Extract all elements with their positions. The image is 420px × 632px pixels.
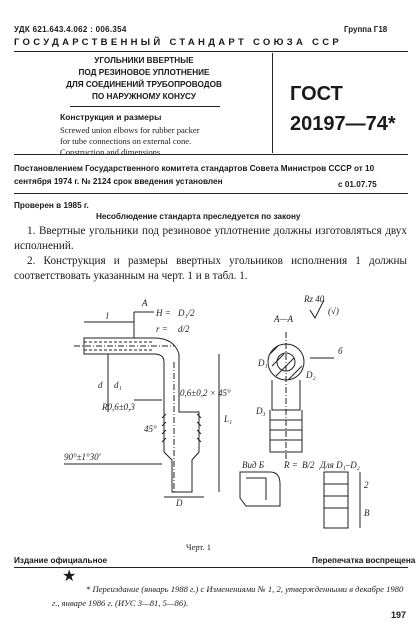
title-bottom-rule bbox=[14, 154, 408, 155]
label-roughness-symbol: (√) bbox=[328, 306, 339, 316]
reprint-prohibited: Перепечатка воспрещена bbox=[312, 556, 416, 565]
paragraph-2: 2. Конструкция и размеры ввертных угольников исполнения 1 должны соответствовать указанным на черт. 1 и в табл. 1. bbox=[14, 255, 407, 282]
title-en-line-1: Screwed union elbows for rubber packer bbox=[60, 125, 200, 135]
paragraph-1: 1. Ввертные угольники под резиновое уплотнение должны изготовляться двух исполнений. bbox=[14, 225, 407, 252]
label-view-a: А bbox=[142, 298, 148, 308]
label-d3: D₁ bbox=[258, 358, 268, 368]
label-view-b: Вид Б bbox=[242, 460, 265, 470]
figure-caption: Черт. 1 bbox=[186, 542, 212, 552]
decree-rule bbox=[14, 193, 408, 194]
state-standard-heading: ГОСУДАРСТВЕННЫЙ СТАНДАРТ СОЮЗА ССР bbox=[14, 37, 343, 48]
label-r: r = bbox=[156, 324, 168, 334]
label-angle-45: 45° bbox=[144, 424, 157, 434]
reissue-note: * Переиздание (январь 1988 г.) с Изменениями № 1, 2, утвержденными в декабре 1980 г., январе 1986 г. (ИУС 3—81, 5—86). bbox=[52, 584, 404, 608]
title-ru-line-2: ПОД РЕЗИНОВОЕ УПЛОТНЕНИЕ bbox=[78, 68, 210, 77]
header-rule bbox=[14, 51, 408, 52]
title-ru-line-4: ПО НАРУЖНОМУ КОНУСУ bbox=[92, 92, 196, 101]
official-edition: Издание официальное bbox=[14, 556, 108, 565]
technical-drawing bbox=[14, 292, 406, 542]
label-dim-l: l bbox=[106, 311, 109, 321]
label-b: б bbox=[338, 346, 343, 356]
label-d: d bbox=[98, 380, 103, 390]
title-separator bbox=[272, 53, 273, 153]
star-icon: ★ bbox=[62, 568, 77, 585]
label-d5: D₂ bbox=[306, 370, 316, 380]
detail-outline bbox=[324, 472, 348, 528]
label-l1: L₁ bbox=[224, 414, 233, 424]
label-d6: D₃ bbox=[256, 406, 266, 416]
decree-text: Постановлением Государственного комитета стандартов Совета Министров СССР от 10 сентября 1974 г. № 2124 срок введения установлен bbox=[14, 164, 375, 186]
title-en-line-3: Construction and dimensions bbox=[60, 146, 161, 157]
label-section-aa: А—А bbox=[274, 314, 293, 324]
gost-number bbox=[290, 79, 396, 139]
page-number: 197 bbox=[391, 610, 407, 620]
label-angle-90: 90°±1°30' bbox=[64, 452, 101, 462]
gost-label: ГОСТ bbox=[290, 83, 343, 105]
label-dim-2: 2 bbox=[364, 480, 369, 490]
view-b bbox=[240, 472, 280, 506]
label-r-eq: R = bbox=[284, 460, 298, 470]
elbow-side-view bbox=[64, 312, 219, 497]
title-en bbox=[60, 125, 270, 157]
label-b-right: В bbox=[364, 508, 370, 518]
label-d1: d₁ bbox=[114, 380, 122, 390]
view-b-outline bbox=[240, 472, 280, 506]
label-b-half: В/2 bbox=[302, 460, 315, 470]
label-roughness: Rz 40 bbox=[304, 294, 325, 304]
title-en-line-2: for tube connections on external cone. bbox=[60, 135, 192, 146]
group-code: Группа Г18 bbox=[344, 25, 388, 34]
thread-hatch bbox=[162, 414, 201, 442]
label-d1-half: D₁/2 bbox=[178, 308, 195, 318]
title-ru-line-3: ДЛЯ СОЕДИНЕНИЙ ТРУБОПРОВОДОВ bbox=[66, 80, 222, 89]
label-thread: 0,6±0,2 × 45° bbox=[180, 388, 231, 398]
label-chamfer: R0,6±0,3 bbox=[102, 402, 135, 412]
title-ru-line-1: УГОЛЬНИКИ ВВЕРТНЫЕ bbox=[94, 56, 194, 65]
penalty-notice: Несоблюдение стандарта преследуется по закону bbox=[96, 212, 301, 221]
elbow-outline bbox=[84, 338, 199, 492]
label-for-d: Для D₁–D₂ bbox=[320, 460, 360, 470]
view-b-inner bbox=[246, 478, 266, 500]
effective-date: с 01.07.75 bbox=[338, 180, 377, 189]
section-view bbox=[268, 332, 334, 462]
udk-code: УДК 621.643.4.062 : 006.354 bbox=[14, 25, 127, 34]
detail-right bbox=[324, 472, 360, 528]
title-divider bbox=[70, 106, 220, 107]
label-d-bottom: D bbox=[176, 498, 183, 508]
label-h: H = bbox=[156, 308, 171, 318]
label-d2-half: d/2 bbox=[178, 324, 190, 334]
checked-year: Проверен в 1985 г. bbox=[14, 201, 89, 210]
gost-code: 20197—74* bbox=[290, 113, 396, 135]
title-ru-subtitle: Конструкция и размеры bbox=[60, 112, 162, 122]
